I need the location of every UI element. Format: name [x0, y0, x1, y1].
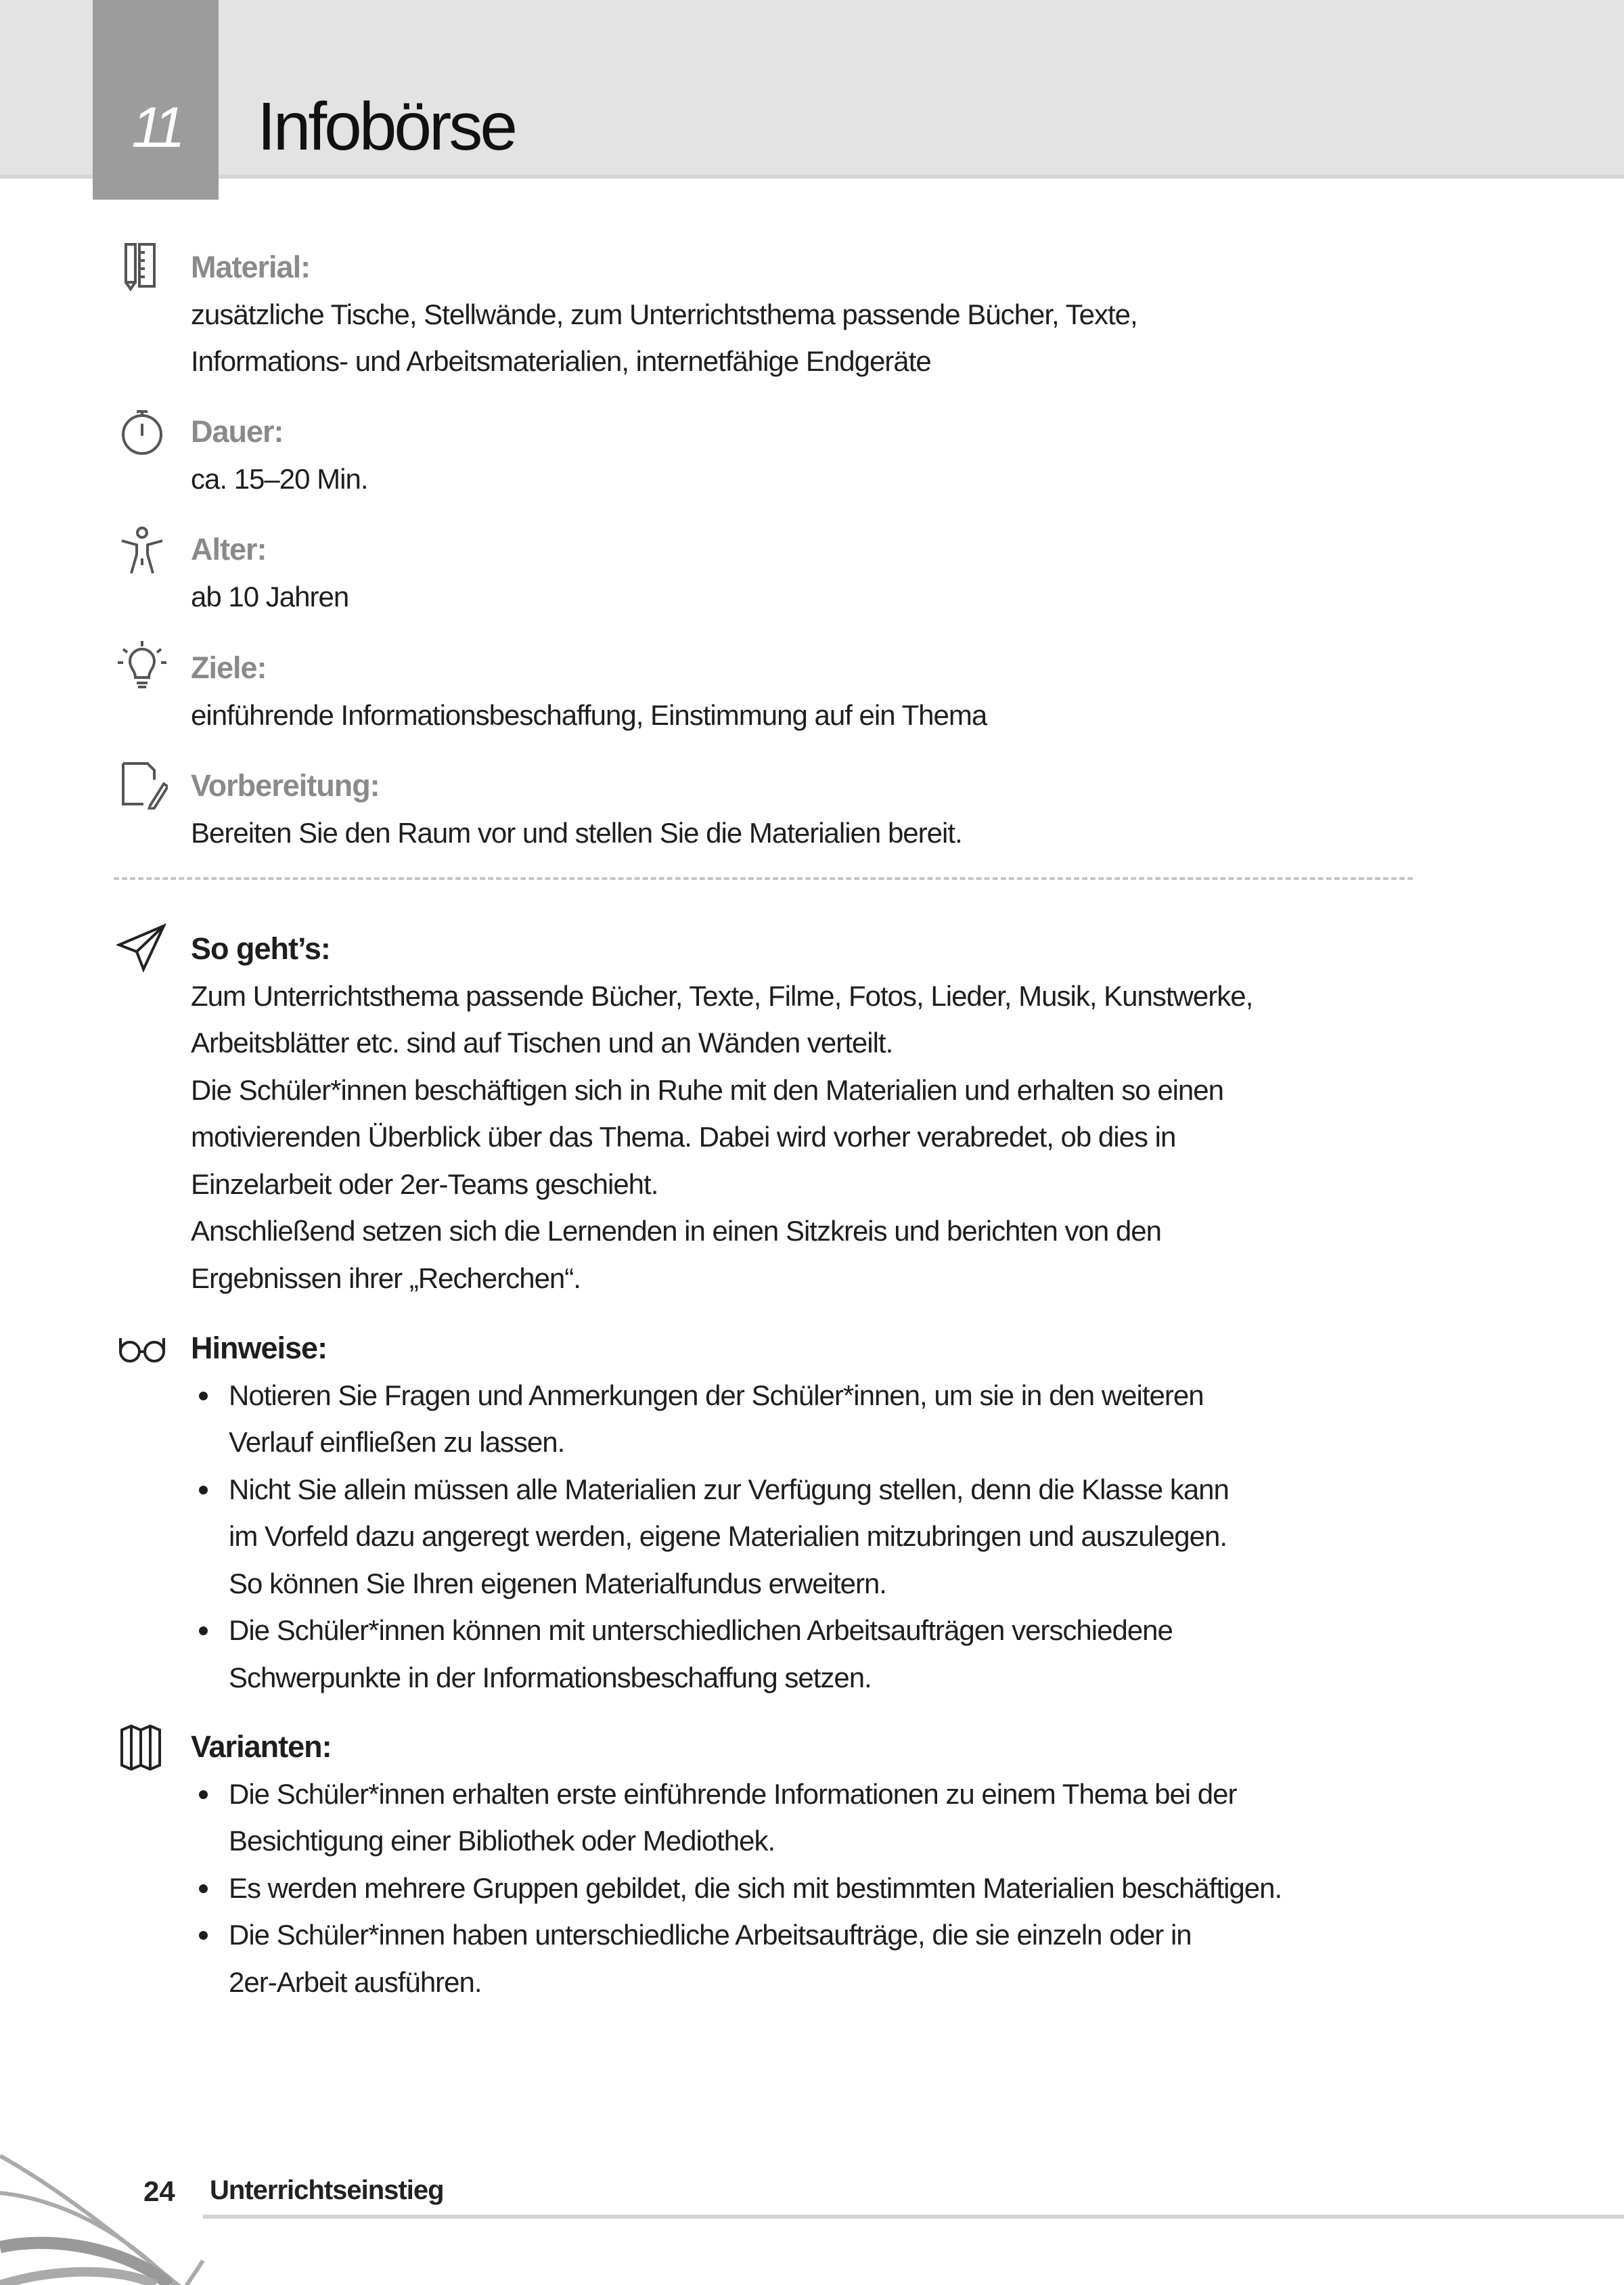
- so-gehts-line: Einzelarbeit oder 2er-Teams geschieht.: [191, 1168, 658, 1200]
- glasses-icon: [116, 1323, 168, 1375]
- varianten-label: Varianten:: [191, 1729, 332, 1764]
- list-item-line: Notieren Sie Fragen und Anmerkungen der Schüler*innen, um sie in den weiteren: [229, 1379, 1204, 1411]
- so-gehts-line: motivierenden Überblick über das Thema. Dabei wird vorher verabredet, ob dies in: [191, 1121, 1176, 1153]
- vorbereitung-label: Vorbereitung:: [191, 768, 380, 803]
- list-item-line: Die Schüler*innen erhalten erste einführende Informationen zu einem Thema bei der: [229, 1777, 1237, 1810]
- dauer-label: Dauer:: [191, 414, 284, 449]
- page-number: 24: [143, 2175, 175, 2207]
- varianten-section: [191, 1723, 1476, 2005]
- ziele-section: [191, 644, 1476, 738]
- person-icon: [116, 525, 168, 576]
- stopwatch-icon: [116, 406, 168, 458]
- material-line: Informations- und Arbeitsmaterialien, internetfähige Endgeräte: [191, 345, 931, 377]
- dauer-section: [191, 408, 1476, 502]
- list-item: [191, 1911, 1476, 2005]
- list-item: [191, 1372, 1476, 1466]
- list-item: [191, 1607, 1476, 1701]
- so-gehts-label: So geht’s:: [191, 931, 330, 966]
- decorative-swirl: [0, 2132, 217, 2285]
- notepad-pencil-icon: [116, 758, 168, 809]
- so-gehts-line: Die Schüler*innen beschäftigen sich in Ruhe mit den Materialien und erhalten so einen: [191, 1073, 1223, 1106]
- list-item-line: 2er-Arbeit ausführen.: [229, 1966, 482, 1998]
- chapter-number-box: [93, 0, 219, 200]
- material-label: Material:: [191, 250, 311, 284]
- alter-text: ab 10 Jahren: [191, 580, 349, 613]
- vorbereitung-section: [191, 762, 1476, 856]
- ziele-text: einführende Informationsbeschaffung, Einstimmung auf ein Thema: [191, 698, 987, 731]
- list-item: [191, 1771, 1476, 1865]
- so-gehts-line: Ergebnissen ihrer „Recherchen“.: [191, 1262, 581, 1294]
- list-item-line: Schwerpunkte in der Informationsbeschaffung setzen.: [229, 1661, 872, 1693]
- so-gehts-line: Zum Unterrichtsthema passende Bücher, Texte, Filme, Fotos, Lieder, Musik, Kunstwerke,: [191, 979, 1253, 1012]
- list-item-line: Nicht Sie allein müssen alle Materialien zur Verfügung stellen, denn die Klasse kann: [229, 1473, 1229, 1505]
- material-section: [191, 244, 1476, 385]
- chapter-number: 11: [131, 95, 180, 159]
- hinweise-label: Hinweise:: [191, 1331, 328, 1365]
- so-gehts-line: Anschließend setzen sich die Lernenden in einen Sitzkreis und berichten von den: [191, 1215, 1161, 1247]
- hinweise-section: [191, 1325, 1476, 1701]
- list-item: [191, 1865, 1476, 1912]
- material-line: zusätzliche Tische, Stellwände, zum Unterrichtsthema passende Bücher, Texte,: [191, 298, 1137, 330]
- list-item-line: So können Sie Ihren eigenen Materialfundus erweitern.: [229, 1567, 886, 1599]
- list-item-line: im Vorfeld dazu angeregt werden, eigene Materialien mitzubringen und auszulegen.: [229, 1520, 1227, 1552]
- list-item-line: Die Schüler*innen können mit unterschiedlichen Arbeitsaufträgen verschiedene: [229, 1614, 1173, 1646]
- lightbulb-icon: [116, 640, 168, 691]
- dauer-text: ca. 15–20 Min.: [191, 462, 368, 495]
- so-gehts-line: Arbeitsblätter etc. sind auf Tischen und an Wänden verteilt.: [191, 1027, 893, 1059]
- section-divider: [114, 877, 1413, 880]
- vorbereitung-text: Bereiten Sie den Raum vor und stellen Sie die Materialien bereit.: [191, 816, 962, 849]
- ziele-label: Ziele:: [191, 650, 267, 685]
- list-item-line: Es werden mehrere Gruppen gebildet, die sich mit bestimmten Materialien beschäftigen.: [229, 1871, 1282, 1904]
- list-item: [191, 1466, 1476, 1607]
- paper-plane-icon: [116, 922, 168, 973]
- books-icon: [116, 1719, 168, 1771]
- footer-section-title: Unterrichtseinstieg: [210, 2175, 444, 2205]
- so-gehts-section: [191, 925, 1476, 1302]
- list-item-line: Besichtigung einer Bibliothek oder Mediothek.: [229, 1825, 775, 1857]
- alter-section: [191, 526, 1476, 620]
- list-item-line: Verlauf einfließen zu lassen.: [229, 1426, 565, 1458]
- alter-label: Alter:: [191, 532, 267, 567]
- footer-rule: [203, 2215, 1624, 2219]
- material-icon: [116, 240, 168, 292]
- list-item-line: Die Schüler*innen haben unterschiedliche Arbeitsaufträge, die sie einzeln oder in: [229, 1919, 1192, 1951]
- page-title: Infobörse: [257, 89, 515, 164]
- header-band: [0, 0, 1624, 179]
